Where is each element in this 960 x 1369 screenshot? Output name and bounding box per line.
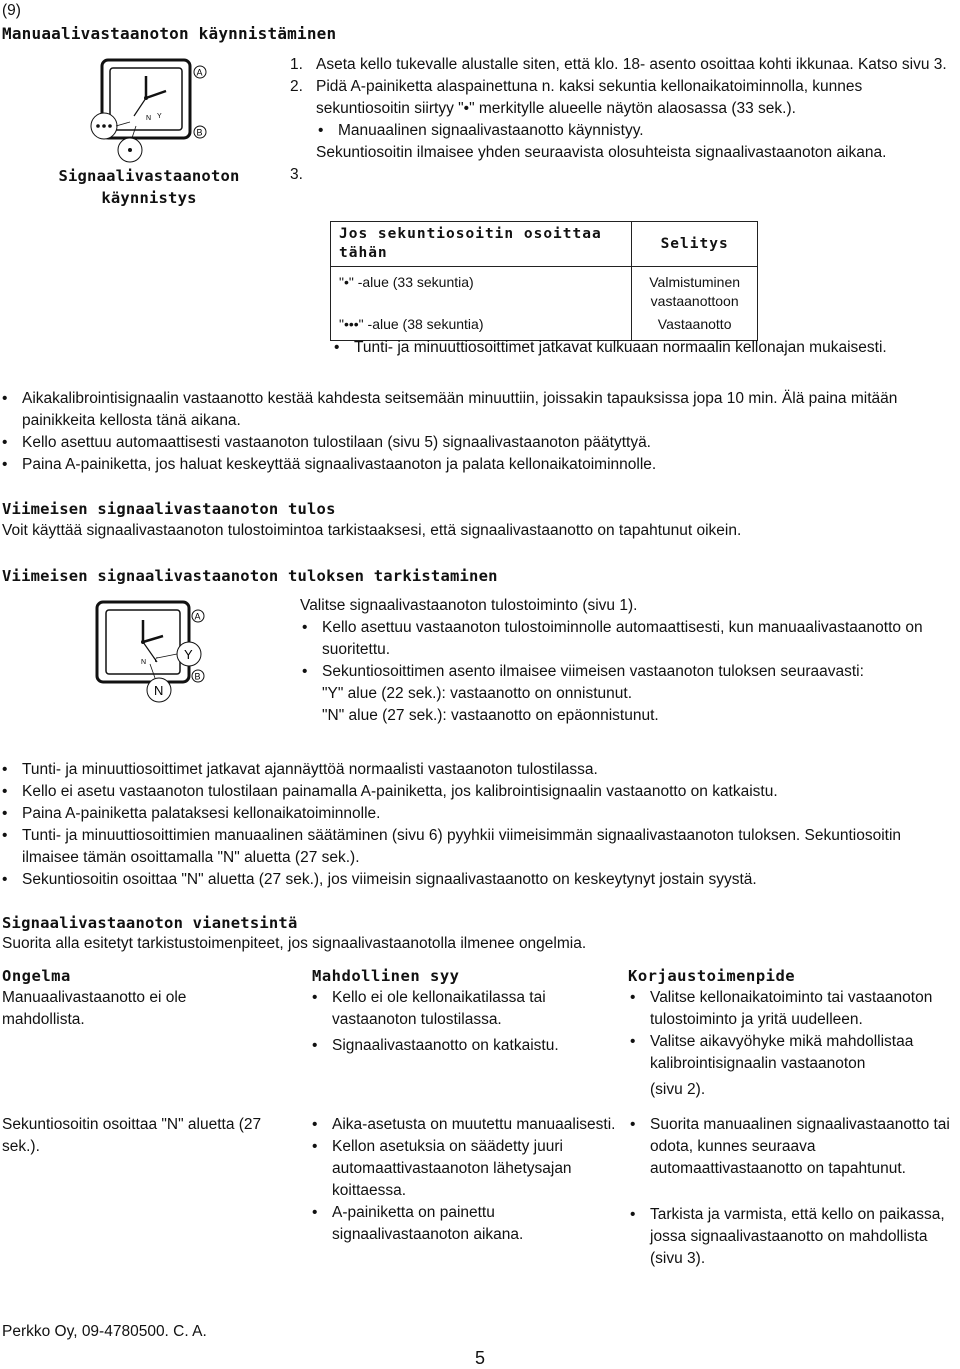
fix-item: • Valitse kellonaikatoiminto tai vastaanoton tulostoiminto ja yritä uudelleen. xyxy=(628,987,958,1031)
mark-n: N xyxy=(146,115,152,122)
cause-item: • Aika-asetusta on muutettu manuaalisesti. xyxy=(310,1114,622,1136)
button-b-label: B xyxy=(194,671,201,682)
cause-item: • Kellon asetuksia on säädetty juuri automaattivastaanoton lähetysajan koittaessa. xyxy=(310,1136,620,1202)
step-text: Pidä A-painiketta alaspainettuna n. kaksi sekuntia kellonaikatoiminnolla, kunnes sekuntiosoitin siirtyy "•" merkitylle alueelle näytön alaosassa (33 sek.). xyxy=(316,78,863,117)
fix-item: • Suorita manuaalinen signaalivastaanotto tai odota, kunnes seuraava automaattivastaanotto on tapahtunut. xyxy=(628,1114,958,1180)
note-item: • Paina A-painiketta, jos haluat keskeyttää signaalivastaanoton ja palata kellonaikatoiminnolle. xyxy=(0,454,955,476)
mark-y: Y xyxy=(153,657,158,664)
step-text: Manuaalinen signaalivastaanotto käynnistyy. xyxy=(338,122,644,139)
result-text: Voit käyttää signaalivastaanoton tulostoimintoa tarkistaaksesi, että signaalivastaanotto on tapahtunut oikein. xyxy=(2,522,742,539)
problem-2: Sekuntiosoitin osoittaa "N" aluetta (27 sek.). xyxy=(2,1116,262,1155)
check-bullet: • Sekuntiosoittimen asento ilmaisee viimeisen vastaanoton tuloksen seuraavasti: xyxy=(300,661,950,683)
note-item: • Paina A-painiketta palataksesi kellonaikatoiminnolle. xyxy=(0,803,955,825)
check-intro: Valitse signaalivastaanoton tulostoiminto (sivu 1). xyxy=(300,597,638,614)
check-heading: Viimeisen signaalivastaanoton tuloksen tarkistaminen xyxy=(2,567,498,585)
side-label-line-2: käynnistys xyxy=(101,189,197,207)
cause-item: • Kello ei ole kellonaikatilassa tai vastaanoton tulostilassa. xyxy=(310,987,572,1031)
table-cell: Valmistuminen vastaanottoon xyxy=(632,267,758,314)
mark-y: Y xyxy=(157,113,162,120)
step-text: Sekuntiosoitin ilmaisee yhden seuraavista olosuhteista signaalivastaanoton aikana. xyxy=(316,144,887,161)
side-label-line-1: Signaalivastaanoton xyxy=(58,167,240,185)
notes-list xyxy=(0,388,955,476)
result-heading: Viimeisen signaalivastaanoton tulos xyxy=(2,500,336,518)
note-item: • Aikakalibrointisignaalin vastaanotto kestää kahdesta seitsemään minuuttiin, joissakin tapauksissa jopa 10 min. Älä paina mitään painikkeita kellosta tänä aikana. xyxy=(0,388,922,432)
note-item: • Tunti- ja minuuttiosoittimet jatkavat ajannäyttöä normaalisti vastaanoton tulostilassa. xyxy=(0,759,955,781)
fix-item: • Tarkista ja varmista, että kello on paikassa, jossa signaalivastaanotto on mahdollista (sivu 3). xyxy=(628,1204,958,1270)
col-header-cause: Mahdollinen syy xyxy=(312,967,460,985)
note-item: • Sekuntiosoitin osoittaa "N" aluetta (27 sek.), jos viimeisin signaalivastaanotto on keskeytynyt jostain syystä. xyxy=(0,869,955,891)
check-y-line: "Y" alue (22 sek.): vastaanotto on onnistunut. xyxy=(322,685,632,702)
table-cell: "•••" -alue (38 sekuntia) xyxy=(331,313,632,341)
fixes-1 xyxy=(628,987,958,1101)
button-a-label: A xyxy=(194,611,201,622)
table-row xyxy=(331,267,758,314)
side-label xyxy=(34,165,264,209)
fix-item: • Valitse aikavyöhyke mikä mahdollistaa kalibrointisignaalin vastaanoton xyxy=(628,1031,958,1075)
note-after-table: • Tunti- ja minuuttiosoittimet jatkavat kulkuaan normaalin kellonajan mukaisesti. xyxy=(332,337,954,359)
check-content xyxy=(300,595,950,727)
step-3 xyxy=(290,142,955,164)
trouble-heading: Signaalivastaanoton vianetsintä xyxy=(2,914,298,932)
fix-item-extra: (sivu 2). xyxy=(650,1081,706,1098)
step-2-note xyxy=(316,120,955,142)
cause-item: • A-painiketta on painettu signaalivastaanoton aikana. xyxy=(310,1202,622,1246)
footer-company: Perkko Oy, 09-4780500. C. A. xyxy=(2,1323,207,1340)
callout-y: Y xyxy=(184,647,193,662)
step-text: Aseta kello tukevalle alustalle siten, että klo. 18- asento osoittaa kohti ikkunaa. Katso sivu 3. xyxy=(316,56,947,73)
check-bullet: • Kello asettuu vastaanoton tulostoiminnolle automaattisesti, kun manuaalivastaanotto on suoritettu. xyxy=(300,617,950,661)
table-cell: "•" -alue (33 sekuntia) xyxy=(331,267,632,314)
table-cell: Vastaanotto xyxy=(632,313,758,341)
col-header-problem: Ongelma xyxy=(2,967,71,985)
causes-2 xyxy=(310,1114,620,1246)
step-3-number: 3. xyxy=(290,164,314,186)
check-notes xyxy=(0,759,955,891)
signal-table xyxy=(330,221,758,341)
cause-item: • Signaalivastaanotto on katkaistu. xyxy=(310,1035,610,1057)
note-item: • Tunti- ja minuuttiosoittimien manuaalinen säätäminen (sivu 6) pyyhkii viimeisimmän signaalivastaanoton tuloksen. Sekuntiosoitin ilmaisee tämän osoittamalla "N" aluetta (27 sek.). xyxy=(0,825,955,869)
step-1 xyxy=(290,54,955,76)
button-a-label: A xyxy=(196,67,203,78)
step-number: 2. xyxy=(290,78,303,95)
fixes-2 xyxy=(628,1114,958,1270)
check-n-line: "N" alue (27 sek.): vastaanotto on epäonnistunut. xyxy=(322,707,659,724)
page-title: Manuaalivastaanoton käynnistäminen xyxy=(2,24,337,43)
col-header-fix: Korjaustoimenpide xyxy=(628,967,796,985)
mark-n: N xyxy=(141,659,147,666)
table-header-position: Jos sekuntiosoitin osoittaa tähän xyxy=(331,222,632,267)
note-item: • Kello asettuu automaattisesti vastaanoton tulostilaan (sivu 5) signaalivastaanoton päätyttyä. xyxy=(0,432,955,454)
button-b-label: B xyxy=(196,127,203,138)
watch-illustration xyxy=(90,58,210,168)
step-number: 1. xyxy=(290,56,303,73)
callout-n: N xyxy=(154,683,164,698)
watch-illustration-result xyxy=(95,600,225,710)
step-2 xyxy=(290,76,955,120)
problem-1: Manuaalivastaanotto ei ole mahdollista. xyxy=(2,989,187,1028)
page-number: 5 xyxy=(475,1348,486,1368)
table-header-description: Selitys xyxy=(632,222,758,267)
causes-1 xyxy=(310,987,610,1057)
section-number: (9) xyxy=(2,2,21,19)
steps-list xyxy=(290,54,955,164)
note-item: • Kello ei asetu vastaanoton tulostilaan painamalla A-painiketta, jos kalibrointisignaalin vastaanotto on katkaistu. xyxy=(0,781,955,803)
trouble-intro: Suorita alla esitetyt tarkistustoimenpiteet, jos signaalivastaanotolla ilmenee ongelmia. xyxy=(2,935,587,952)
